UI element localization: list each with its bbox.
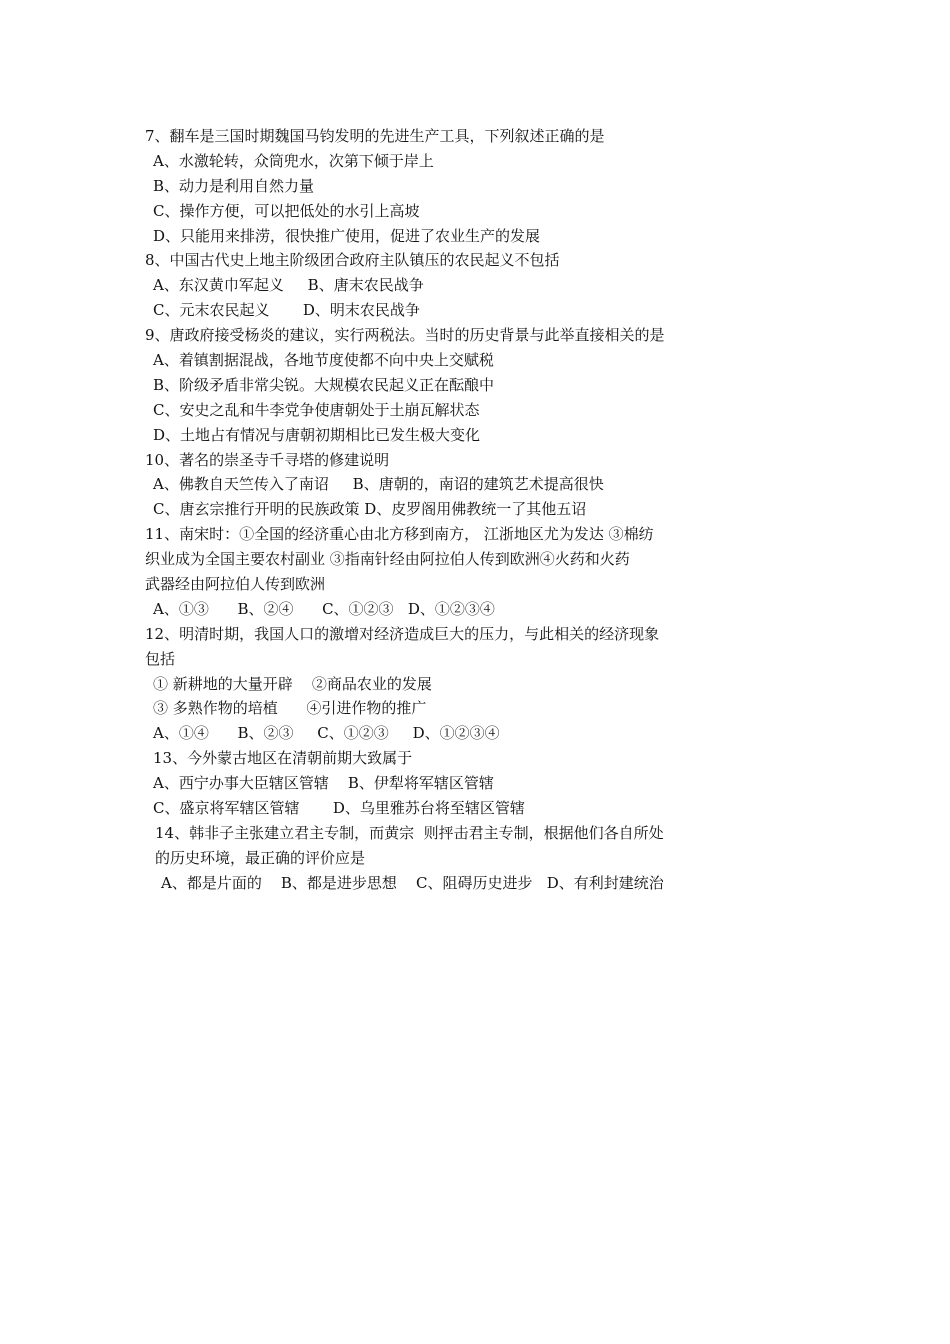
question-7-option-c: C、操作方便，可以把低处的水引上高坡	[153, 201, 420, 220]
question-11-stem-line-2: 织业成为全国主要农村副业 ③指南针经由阿拉伯人传到欧洲④火药和火药	[145, 550, 630, 569]
question-14-options: A、都是片面的 B、都是进步思想 C、阻碍历史进步 D、有利封建统治	[161, 873, 664, 892]
question-13-options-ab: A、西宁办事大臣辖区管辖 B、伊犁将军辖区管辖	[153, 774, 494, 793]
question-11-stem-line-1: 11、南宋时：①全国的经济重心由北方移到南方， 江浙地区尤为发达 ③棉纺	[145, 525, 654, 544]
question-8-stem: 8、中国古代史上地主阶级团合政府主队镇压的农民起义不包括	[145, 251, 560, 270]
question-14-stem-line-2: 的历史环境，最正确的评价应是	[155, 848, 366, 867]
question-13-stem: 13、今外蒙古地区在清朝前期大致属于	[153, 749, 413, 768]
question-11-stem-line-3: 武器经由阿拉伯人传到欧洲	[145, 575, 326, 594]
question-text-block	[145, 124, 765, 896]
question-10-stem: 10、著名的崇圣寺千寻塔的修建说明	[145, 450, 390, 469]
question-7-stem: 7、翻车是三国时期魏国马钧发明的先进生产工具，下列叙述正确的是	[145, 127, 605, 145]
question-12-items-34: ③ 多熟作物的培植 ④引进作物的推广	[153, 699, 427, 718]
question-10-options-cd: C、唐玄宗推行开明的民族政策 D、皮罗阁用佛教统一了其他五诏	[153, 500, 587, 519]
question-7-option-d: D、只能用来排涝，很快推广使用，促进了农业生产的发展	[153, 226, 541, 245]
question-9-option-a: A、着镇割据混战，各地节度使都不向中央上交赋税	[153, 351, 494, 370]
question-12-items-12: ① 新耕地的大量开辟 ②商品农业的发展	[153, 674, 432, 693]
question-9-option-b: B、阶级矛盾非常尖锐。大规模农民起义正在酝酿中	[153, 375, 495, 394]
question-9-stem: 9、唐政府接受杨炎的建议，实行两税法。当时的历史背景与此举直接相关的是	[145, 326, 665, 345]
question-8-options-cd: C、元末农民起义 D、明末农民战争	[153, 301, 420, 320]
question-13-options-cd: C、盛京将军辖区管辖 D、乌里雅苏台将至辖区管辖	[153, 799, 525, 818]
question-8-options-ab: A、东汉黄巾军起义 B、唐末农民战争	[153, 276, 424, 295]
question-9-option-d: D、土地占有情况与唐朝初期相比已发生极大变化	[153, 425, 481, 444]
question-12-stem-line-2: 包括	[145, 649, 176, 668]
question-12-stem-line-1: 12、明清时期，我国人口的激增对经济造成巨大的压力，与此相关的经济现象	[145, 624, 660, 643]
question-14-stem-line-1: 14、韩非子主张建立君主专制，而黄宗 则抨击君主专制，根据他们各自所处	[155, 823, 664, 842]
question-9-option-c: C、安史之乱和牛李党争使唐朝处于土崩瓦解状态	[153, 400, 480, 419]
question-11-options: A、①③ B、②④ C、①②③ D、①②③④	[153, 599, 495, 618]
question-12-options: A、①④ B、②③ C、①②③ D、①②③④	[153, 724, 500, 743]
question-7-option-b: B、动力是利用自然力量	[153, 176, 315, 195]
question-7-option-a: A、水激轮转，众筒兜水，次第下倾于岸上	[153, 151, 434, 170]
question-10-options-ab: A、佛教自天竺传入了南诏 B、唐朝的，南诏的建筑艺术提高很快	[153, 475, 604, 494]
